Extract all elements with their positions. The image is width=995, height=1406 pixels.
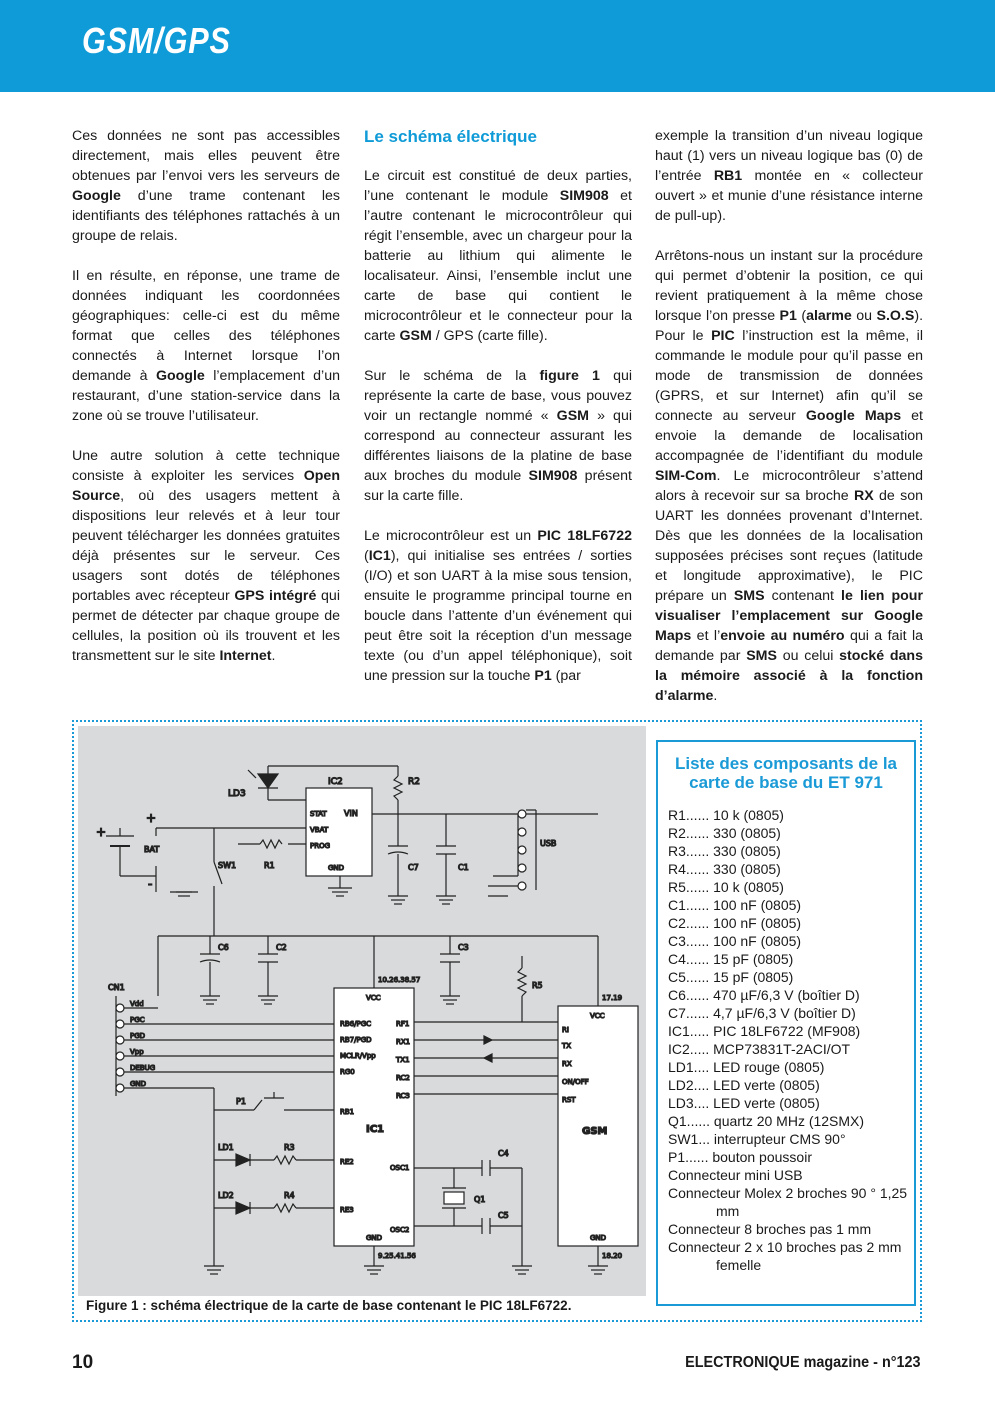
label-gsm-gnd: GND xyxy=(590,1234,607,1242)
label-pgd: PGD xyxy=(130,1032,146,1040)
component-item: C3...... 100 nF (0805) xyxy=(668,933,802,949)
label-tx1: TX1 xyxy=(396,1056,410,1064)
label-ic1: IC1 xyxy=(366,1124,385,1135)
emphasis: SMS xyxy=(746,648,777,664)
label-sw1: SW1 xyxy=(218,861,237,870)
label-rst: RST xyxy=(562,1096,576,1104)
figure-caption: Figure 1 : schéma électrique de la carte de base contenant le PIC 18LF6722. xyxy=(86,1298,572,1313)
component-item: C1...... 100 nF (0805) xyxy=(668,897,802,913)
label-rc2: RC2 xyxy=(396,1074,410,1082)
label-usb: USB xyxy=(540,839,557,848)
component-item: R4...... 330 (0805) xyxy=(668,861,781,877)
component-item: Connecteur 8 broches pas 1 mm xyxy=(668,1221,872,1237)
label-rb1: RB1 xyxy=(340,1108,355,1116)
label-ld2: LD2 xyxy=(218,1191,234,1200)
label-osc2: OSC2 xyxy=(390,1226,410,1234)
section-title: GSM/GPS xyxy=(82,20,231,61)
label-plus: + xyxy=(146,811,157,825)
label-gnd-cn1: GND xyxy=(130,1080,147,1088)
emphasis: P1 xyxy=(779,308,797,324)
component-item: R3...... 330 (0805) xyxy=(668,843,781,859)
component-item: R2...... 330 (0805) xyxy=(668,825,781,841)
text-column-3 xyxy=(655,126,923,726)
component-item: R1...... 10 k (0805) xyxy=(668,807,784,823)
emphasis: SIM908 xyxy=(559,188,609,204)
emphasis: RB1 xyxy=(713,168,743,184)
component-item: C5...... 15 pF (0805) xyxy=(668,969,794,985)
label-c3: C3 xyxy=(458,943,469,952)
component-item: Connecteur mini USB xyxy=(668,1167,803,1183)
component-item: Connecteur 2 x 10 broches pas 2 mm femelle xyxy=(668,1239,902,1273)
label-ld1: LD1 xyxy=(218,1143,234,1152)
label-osc1: OSC1 xyxy=(390,1164,410,1172)
label-c4: C4 xyxy=(498,1149,509,1158)
component-item: LD1.... LED rouge (0805) xyxy=(668,1059,825,1075)
ld3-led xyxy=(248,766,306,800)
component-item: IC1..... PIC 18LF6722 (MF908) xyxy=(668,1023,861,1039)
text-column-1 xyxy=(72,126,340,686)
label-q1: Q1 xyxy=(474,1195,486,1204)
label-pgc: PGC xyxy=(130,1016,145,1024)
component-item: C2...... 100 nF (0805) xyxy=(668,915,802,931)
figure-1 xyxy=(72,720,922,1322)
component-item: C7...... 4,7 µF/6,3 V (boîtier D) xyxy=(668,1005,856,1021)
label-vin: VIN xyxy=(344,809,358,818)
emphasis: Google xyxy=(72,188,121,204)
paragraph: Le microcontrôleur est un PIC 18LF6722 (IC1), qui initialise ses entrées / sorties (I/O) et son UART à la mise sous tension, ensuite le programme principal tourne en boucle dans l’attente d’un événement qui peut être soit la réception d’un message texte (ou d’un appel téléphonique), soit une pression sur la touche P1 (par xyxy=(364,528,632,684)
label-cn1: CN1 xyxy=(108,983,125,992)
emphasis: Google Maps xyxy=(805,408,902,424)
emphasis: Open Source xyxy=(72,468,340,504)
emphasis: envoie au numéro xyxy=(720,628,845,644)
emphasis: GSM xyxy=(556,408,589,424)
emphasis: SIM-Com xyxy=(655,468,717,484)
label-ri: RI xyxy=(562,1026,569,1034)
label-c5: C5 xyxy=(498,1211,509,1220)
paragraph: Ces données ne sont pas accessibles directement, mais elles peuvent être obtenues par l’envoi vers les serveurs de Google d’une trame contenant les identifiants des téléphones rattachés à un groupe de relais. xyxy=(72,128,340,244)
label-rx: RX xyxy=(562,1060,572,1068)
emphasis: GSM xyxy=(399,328,432,344)
label-c1: C1 xyxy=(458,863,469,872)
label-r5: R5 xyxy=(532,981,543,990)
paragraph: Arrêtons-nous un instant sur la procédure qui permet d’obtenir la position, ce qui revient pratiquement à la même chose lorsque l’on presse P1 (alarme ou S.O.S). Pour le PIC l’instruction est la même, il commande le module pour qu’il passe en mode de transmission de données (GPRS, et sur Internet) afin qu’il se connecte au serveur Google Maps et envoie la demande de localisation accompagnée de l’identifiant du module SIM-Com. Le microcontrôleur s’attend alors à recevoir sur sa broche RX de son UART les données provenant d’Internet. Dès que les données de la localisation supposées précises sont reçues (latitude et longitude approximative), le PIC prépare un SMS contenant le lien pour visualiser l’emplacement sur Google Maps et l’envoie au numéro qui a fait la demande par SMS ou celui stocké dans la mémoire associé à la fonction d’alarme. xyxy=(655,248,924,704)
label-debug: DEBUG xyxy=(130,1064,156,1072)
component-item: R5...... 10 k (0805) xyxy=(668,879,784,895)
emphasis: GPS intégré xyxy=(234,588,317,604)
emphasis: SIM908 xyxy=(528,468,578,484)
label-r3: R3 xyxy=(284,1143,295,1152)
label-vpp: Vpp xyxy=(130,1048,144,1056)
label-vbat: VBAT xyxy=(310,826,329,834)
label-r4: R4 xyxy=(284,1191,295,1200)
label-ic1-vcc-pins: 10.26.38.57 xyxy=(378,976,421,984)
label-ic2: IC2 xyxy=(328,777,343,787)
label-rb6: RB6/PGC xyxy=(340,1020,372,1028)
paragraph: exemple la transition d’un niveau logique haut (1) vers un niveau logique bas (0) de l’entrée RB1 montée en « collecteur ouvert » et munie d’une résistance interne de pull-up). xyxy=(655,128,923,224)
emphasis: Internet xyxy=(219,648,272,664)
label-gsm-gnd-pins: 18.20 xyxy=(602,1252,623,1260)
component-item: C6...... 470 µF/6,3 V (boîtier D) xyxy=(668,987,860,1003)
subsection-title: Le schéma électrique xyxy=(364,127,537,146)
schematic-diagram xyxy=(78,726,646,1296)
label-stat: STAT xyxy=(310,810,327,818)
label-vdd: Vdd xyxy=(130,1000,144,1008)
label-c6: C6 xyxy=(218,943,229,952)
component-item: Connecteur Molex 2 broches 90 ° 1,25 mm xyxy=(668,1185,908,1219)
label-tx: TX xyxy=(562,1042,572,1050)
component-item: LD3.... LED verte (0805) xyxy=(668,1095,820,1111)
component-item: IC2..... MCP73831T-2ACI/OT xyxy=(668,1041,851,1057)
page-header xyxy=(0,0,995,92)
label-bat: BAT xyxy=(144,845,160,854)
page-number: 10 xyxy=(72,1352,94,1373)
label-gsm-vcc-pins: 17.19 xyxy=(602,994,623,1002)
label-ic1-gnd: GND xyxy=(366,1234,383,1242)
emphasis: stocké dans la mémoire associé à la fonction d’alarme xyxy=(655,648,923,704)
label-mclr: MCLR/Vpp xyxy=(340,1052,376,1060)
emphasis: IC1 xyxy=(368,548,391,564)
label-ic1-vcc: VCC xyxy=(366,994,381,1002)
paragraph: Il en résulte, en réponse, une trame de données indiquant les coordonnées géographiques: celle-ci est du même format que celles des téléphones connectés à Internet lorsque l’on demande à Google l’emplacement d’un restaurant, d’une station-service dans la zone où se trouve l’utilisateur. xyxy=(72,268,340,424)
text-column-2 xyxy=(364,126,632,706)
schematic-svg xyxy=(78,726,646,1296)
emphasis: S.O.S xyxy=(876,308,915,324)
emphasis: PIC xyxy=(711,328,735,344)
label-rf1: RF1 xyxy=(396,1020,410,1028)
paragraph: Le circuit est constitué de deux parties, l’une contenant le module SIM908 et l’autre contenant le microcontrôleur qui régit l’ensemble, avec un chargeur pour la batterie au lithium qui alimente le localisateur. Ainsi, l’ensemble inclut une carte de base qui contient le microcontrôleur et le connecteur pour la carte GSM / GPS (carte fille). xyxy=(364,168,632,344)
magazine-name: ELECTRONIQUE magazine - n°123 xyxy=(685,1354,921,1371)
label-c7: C7 xyxy=(408,863,419,872)
label-rx1: RX1 xyxy=(396,1038,411,1046)
label-gnd: GND xyxy=(328,864,345,872)
label-re3: RE3 xyxy=(340,1206,354,1214)
label-gsm: GSM xyxy=(582,1126,608,1137)
label-gsm-vcc: VCC xyxy=(590,1012,605,1020)
emphasis: le lien pour visualiser l’emplacement sur Google Maps xyxy=(655,588,923,644)
label-r2: R2 xyxy=(408,777,420,787)
emphasis: P1 xyxy=(534,668,552,684)
component-item: C4...... 15 pF (0805) xyxy=(668,951,794,967)
label-plus: + xyxy=(96,825,107,839)
label-rc3: RC3 xyxy=(396,1092,410,1100)
component-item: Q1...... quartz 20 MHz (12SMX) xyxy=(668,1113,865,1129)
emphasis: PIC 18LF6722 xyxy=(537,528,632,544)
emphasis: RX xyxy=(854,488,874,504)
label-c2: C2 xyxy=(276,943,287,952)
emphasis: figure 1 xyxy=(539,368,600,384)
label-p1: P1 xyxy=(236,1097,246,1106)
label-r1: R1 xyxy=(264,861,275,870)
label-onoff: ON/OFF xyxy=(562,1078,589,1086)
label-prog: PROG xyxy=(310,842,331,850)
label-rg0: RG0 xyxy=(340,1068,355,1076)
components-list-box xyxy=(656,740,916,1306)
label-ic1-gnd-pins: 9.25.41.56 xyxy=(378,1252,416,1260)
paragraph: Une autre solution à cette technique consiste à exploiter les services Open Source, où des usagers mettent à dispositions leur relevés et à leur tour peuvent télécharger les données gratuites déjà présentes sur le serveur. Ces usagers sont dotés de téléphones portables avec récepteur GPS intégré qui permet de détecter par chaque groupe de cellules, la position où ils trouvent et les transmettent sur le site Internet. xyxy=(72,448,340,664)
component-item: LD2.... LED verte (0805) xyxy=(668,1077,820,1093)
emphasis: Google xyxy=(155,368,205,384)
paragraph: Sur le schéma de la figure 1 qui représente la carte de base, vous pouvez voir un rectangle nommé « GSM » qui correspond au connecteur assurant les différentes liaisons de la platine de base aux broches du module SIM908 présent sur la carte fille. xyxy=(364,368,632,504)
emphasis: alarme xyxy=(806,308,852,324)
emphasis: SMS xyxy=(733,588,765,604)
label-ld3: LD3 xyxy=(228,789,246,799)
component-item: P1...... bouton poussoir xyxy=(668,1149,812,1165)
components-list xyxy=(658,806,914,1274)
components-list-title: Liste des composants de la carte de base du ET 971 xyxy=(674,754,897,792)
component-item: SW1... interrupteur CMS 90° xyxy=(668,1131,846,1147)
label-rb7: RB7/PGD xyxy=(340,1036,372,1044)
label-minus: - xyxy=(148,877,153,891)
label-re2: RE2 xyxy=(340,1158,354,1166)
